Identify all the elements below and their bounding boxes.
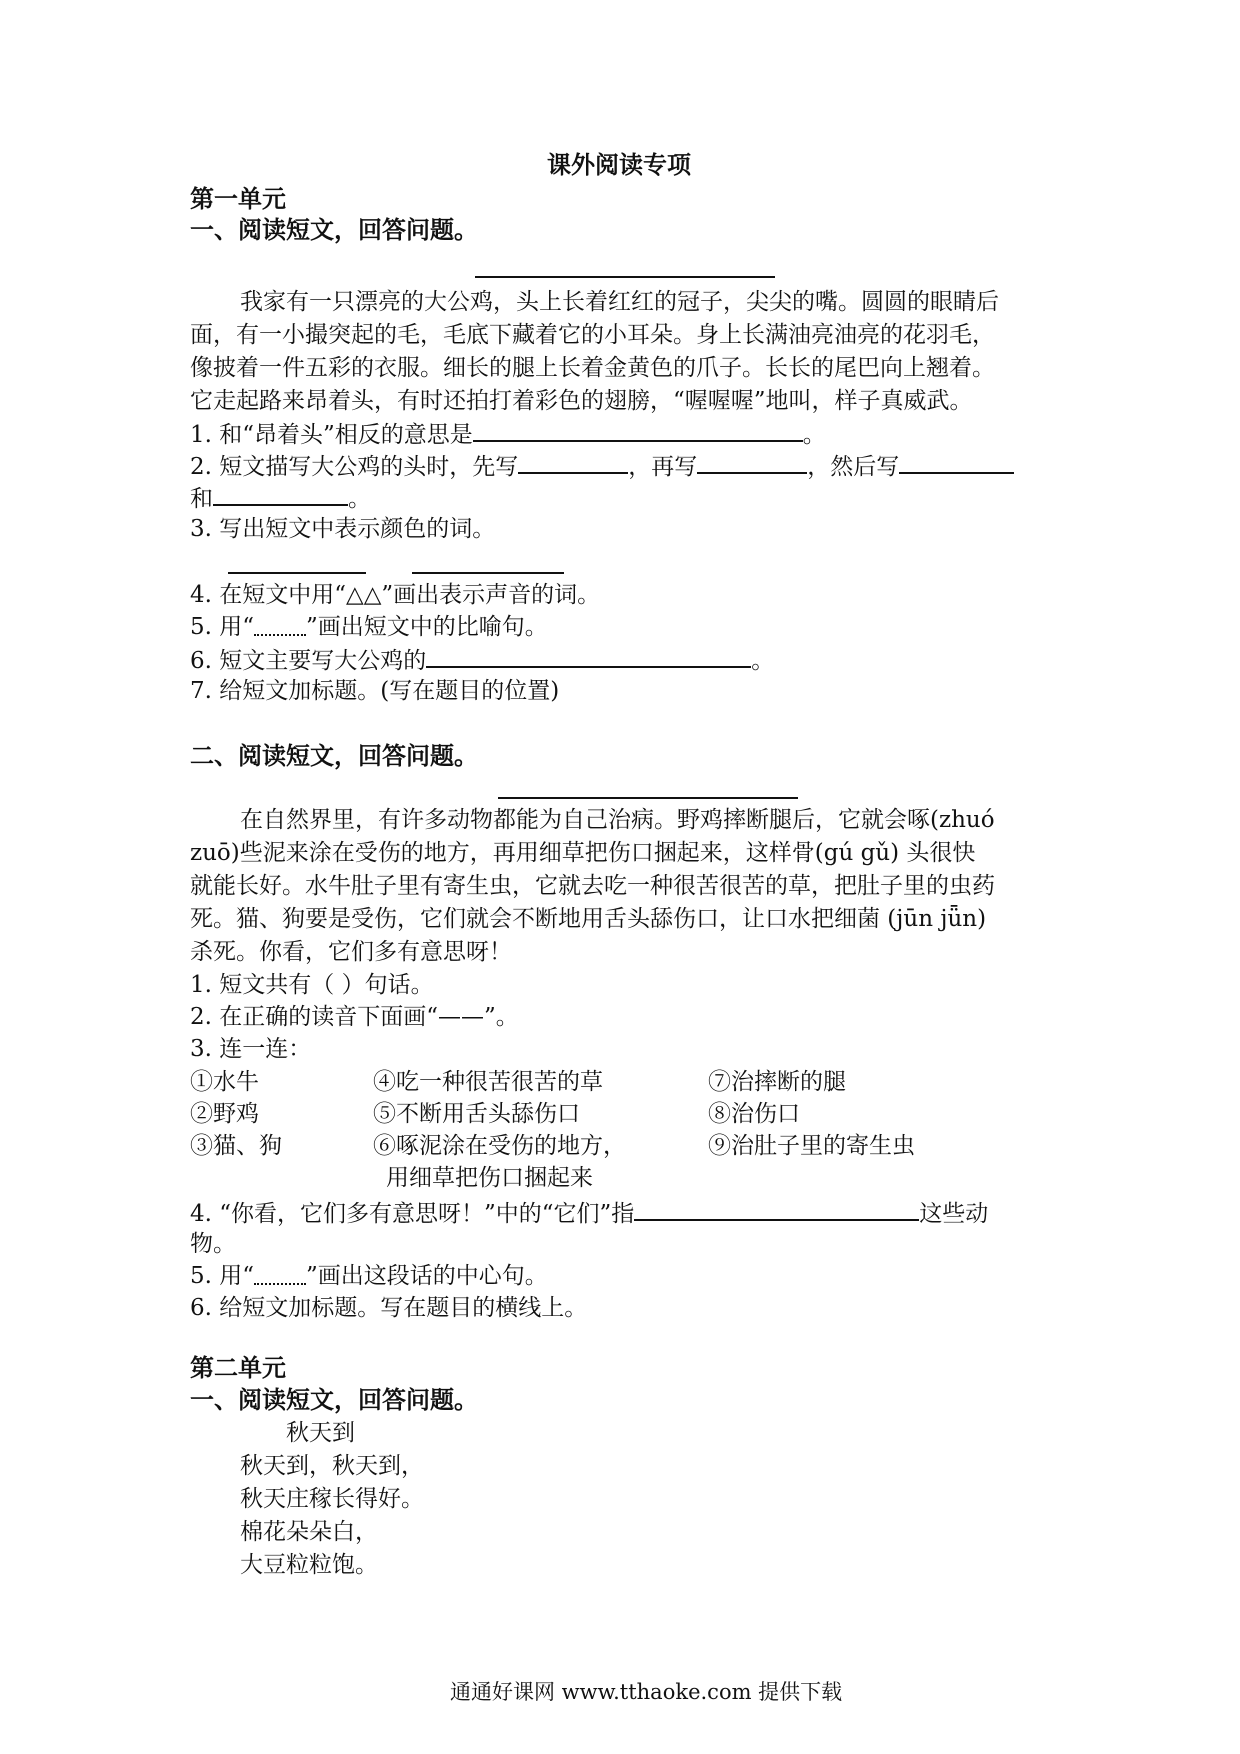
match-left-item[interactable]: ②野鸡 bbox=[190, 1101, 259, 1127]
answer-blank[interactable] bbox=[412, 572, 564, 574]
u1p1-question-6 bbox=[190, 644, 774, 676]
u1p1-question-4: 4. 在短文中用“△△”画出表示声音的词。 bbox=[190, 582, 601, 608]
unit1-heading: 第一单元 bbox=[190, 184, 286, 213]
poem-line: 秋天庄稼长得好。 bbox=[240, 1486, 424, 1512]
wavy-line-mark bbox=[254, 1269, 306, 1285]
answer-blank[interactable] bbox=[426, 644, 751, 668]
match-mid-item[interactable]: ⑤不断用舌头舔伤口 bbox=[373, 1101, 580, 1127]
poem-line: 棉花朵朵白， bbox=[240, 1519, 378, 1545]
u1p1-question-3: 3. 写出短文中表示颜色的词。 bbox=[190, 516, 496, 542]
u1p1-q6-end: 。 bbox=[751, 648, 775, 674]
unit2-heading: 第二单元 bbox=[190, 1353, 286, 1382]
passage1-line: 像披着一件五彩的衣服。细长的腿上长着金黄色的爪子。长长的尾巴向上翘着。 bbox=[190, 355, 995, 381]
passage1-line: 面，有一小撮突起的毛，毛底下藏着它的小耳朵。身上长满油亮油亮的花羽毛， bbox=[190, 322, 995, 348]
u1p2-question-6: 6. 给短文加标题。写在题目的横线上。 bbox=[190, 1295, 588, 1321]
poem-title: 秋天到 bbox=[286, 1420, 355, 1446]
u1p1-q1-text: 1. 和“昂着头”相反的意思是 bbox=[190, 422, 473, 448]
u1p1-q1-end: 。 bbox=[802, 422, 826, 448]
u1p1-q5-text: 5. 用“ bbox=[190, 614, 255, 640]
poem-line: 大豆粒粒饱。 bbox=[240, 1552, 378, 1578]
passage2-line: 死。猫、狗要是受伤，它们就会不断地用舌头舔伤口，让口水把细菌 (jūn jǖn) bbox=[190, 906, 987, 932]
wavy-line-mark bbox=[254, 620, 306, 636]
answer-blank[interactable] bbox=[899, 450, 1014, 474]
answer-blank[interactable] bbox=[473, 418, 803, 442]
poem-line: 秋天到，秋天到， bbox=[240, 1453, 424, 1479]
u1p2-question-4 bbox=[190, 1197, 988, 1229]
match-mid-item[interactable]: ④吃一种很苦很苦的草 bbox=[373, 1069, 603, 1095]
u1p2-question-1: 1. 短文共有（ ）句话。 bbox=[190, 972, 434, 998]
u1p1-question-1 bbox=[190, 418, 826, 450]
u1p1-q2-text: ，然后写 bbox=[807, 454, 900, 480]
unit1-part2-heading: 二、阅读短文，回答问题。 bbox=[190, 741, 478, 770]
u1p2-question-4-cont: 物。 bbox=[190, 1231, 236, 1257]
u1p1-question-5 bbox=[190, 612, 548, 642]
u1p1-question-2-cont bbox=[190, 482, 371, 514]
match-mid-item[interactable]: ⑥啄泥涂在受伤的地方， bbox=[373, 1133, 626, 1159]
passage2-line: zuō)些泥来涂在受伤的地方，再用细草把伤口捆起来，这样骨(gú gǔ) 头很快 bbox=[190, 840, 976, 866]
u1p2-q4-text: 4. “你看，它们多有意思呀！”中的“它们”指 bbox=[190, 1201, 635, 1227]
u1p1-q2-text: 和 bbox=[190, 486, 213, 512]
passage2-line: 杀死。你看，它们多有意思呀！ bbox=[190, 939, 512, 965]
u1p2-q4-text: 这些动 bbox=[919, 1201, 989, 1227]
match-right-item[interactable]: ⑧治伤口 bbox=[708, 1101, 800, 1127]
passage1-line: 我家有一只漂亮的大公鸡，头上长着红红的冠子，尖尖的嘴。圆圆的眼睛后 bbox=[240, 289, 999, 315]
passage2-title-blank[interactable] bbox=[498, 797, 798, 799]
page-title: 课外阅读专项 bbox=[547, 150, 691, 179]
u1p2-question-2: 2. 在正确的读音下面画“——”。 bbox=[190, 1004, 519, 1030]
u1p1-q2-text: ，再写 bbox=[628, 454, 698, 480]
u1p1-question-2 bbox=[190, 450, 1014, 482]
passage2-line: 在自然界里，有许多动物都能为自己治病。野鸡摔断腿后，它就会啄(zhuó bbox=[240, 807, 995, 833]
u1p1-q2-end: 。 bbox=[348, 486, 371, 512]
u1p1-q5-text: ”画出短文中的比喻句。 bbox=[306, 614, 548, 640]
answer-blank[interactable] bbox=[518, 450, 628, 474]
u1p2-question-5 bbox=[190, 1261, 548, 1291]
unit1-part1-heading: 一、阅读短文，回答问题。 bbox=[190, 215, 478, 244]
unit2-part1-heading: 一、阅读短文，回答问题。 bbox=[190, 1385, 478, 1414]
u1p2-q5-text: ”画出这段话的中心句。 bbox=[306, 1263, 548, 1289]
passage1-title-blank bbox=[475, 276, 775, 278]
u1p1-question-7: 7. 给短文加标题。(写在题目的位置) bbox=[190, 678, 560, 704]
answer-blank[interactable] bbox=[634, 1197, 919, 1221]
u1p1-q6-text: 6. 短文主要写大公鸡的 bbox=[190, 648, 427, 674]
page-footer: 通通好课网 www.tthaoke.com 提供下载 bbox=[450, 1680, 843, 1704]
match-mid-item-cont: 用细草把伤口捆起来 bbox=[386, 1165, 593, 1191]
u1p2-q5-text: 5. 用“ bbox=[190, 1263, 255, 1289]
u1p1-q2-text: 2. 短文描写大公鸡的头时，先写 bbox=[190, 454, 519, 480]
match-left-item[interactable]: ①水牛 bbox=[190, 1069, 259, 1095]
answer-blank[interactable] bbox=[213, 482, 348, 506]
match-left-item[interactable]: ③猫、狗 bbox=[190, 1133, 282, 1159]
match-right-item[interactable]: ⑦治摔断的腿 bbox=[708, 1069, 846, 1095]
answer-blank[interactable] bbox=[228, 572, 366, 574]
answer-blank[interactable] bbox=[697, 450, 807, 474]
u1p2-question-3: 3. 连一连： bbox=[190, 1036, 312, 1062]
match-right-item[interactable]: ⑨治肚子里的寄生虫 bbox=[708, 1133, 915, 1159]
passage1-line: 它走起路来昂着头，有时还拍打着彩色的翅膀，“喔喔喔”地叫，样子真威武。 bbox=[190, 388, 973, 414]
passage2-line: 就能长好。水牛肚子里有寄生虫，它就去吃一种很苦很苦的草，把肚子里的虫药 bbox=[190, 873, 995, 899]
